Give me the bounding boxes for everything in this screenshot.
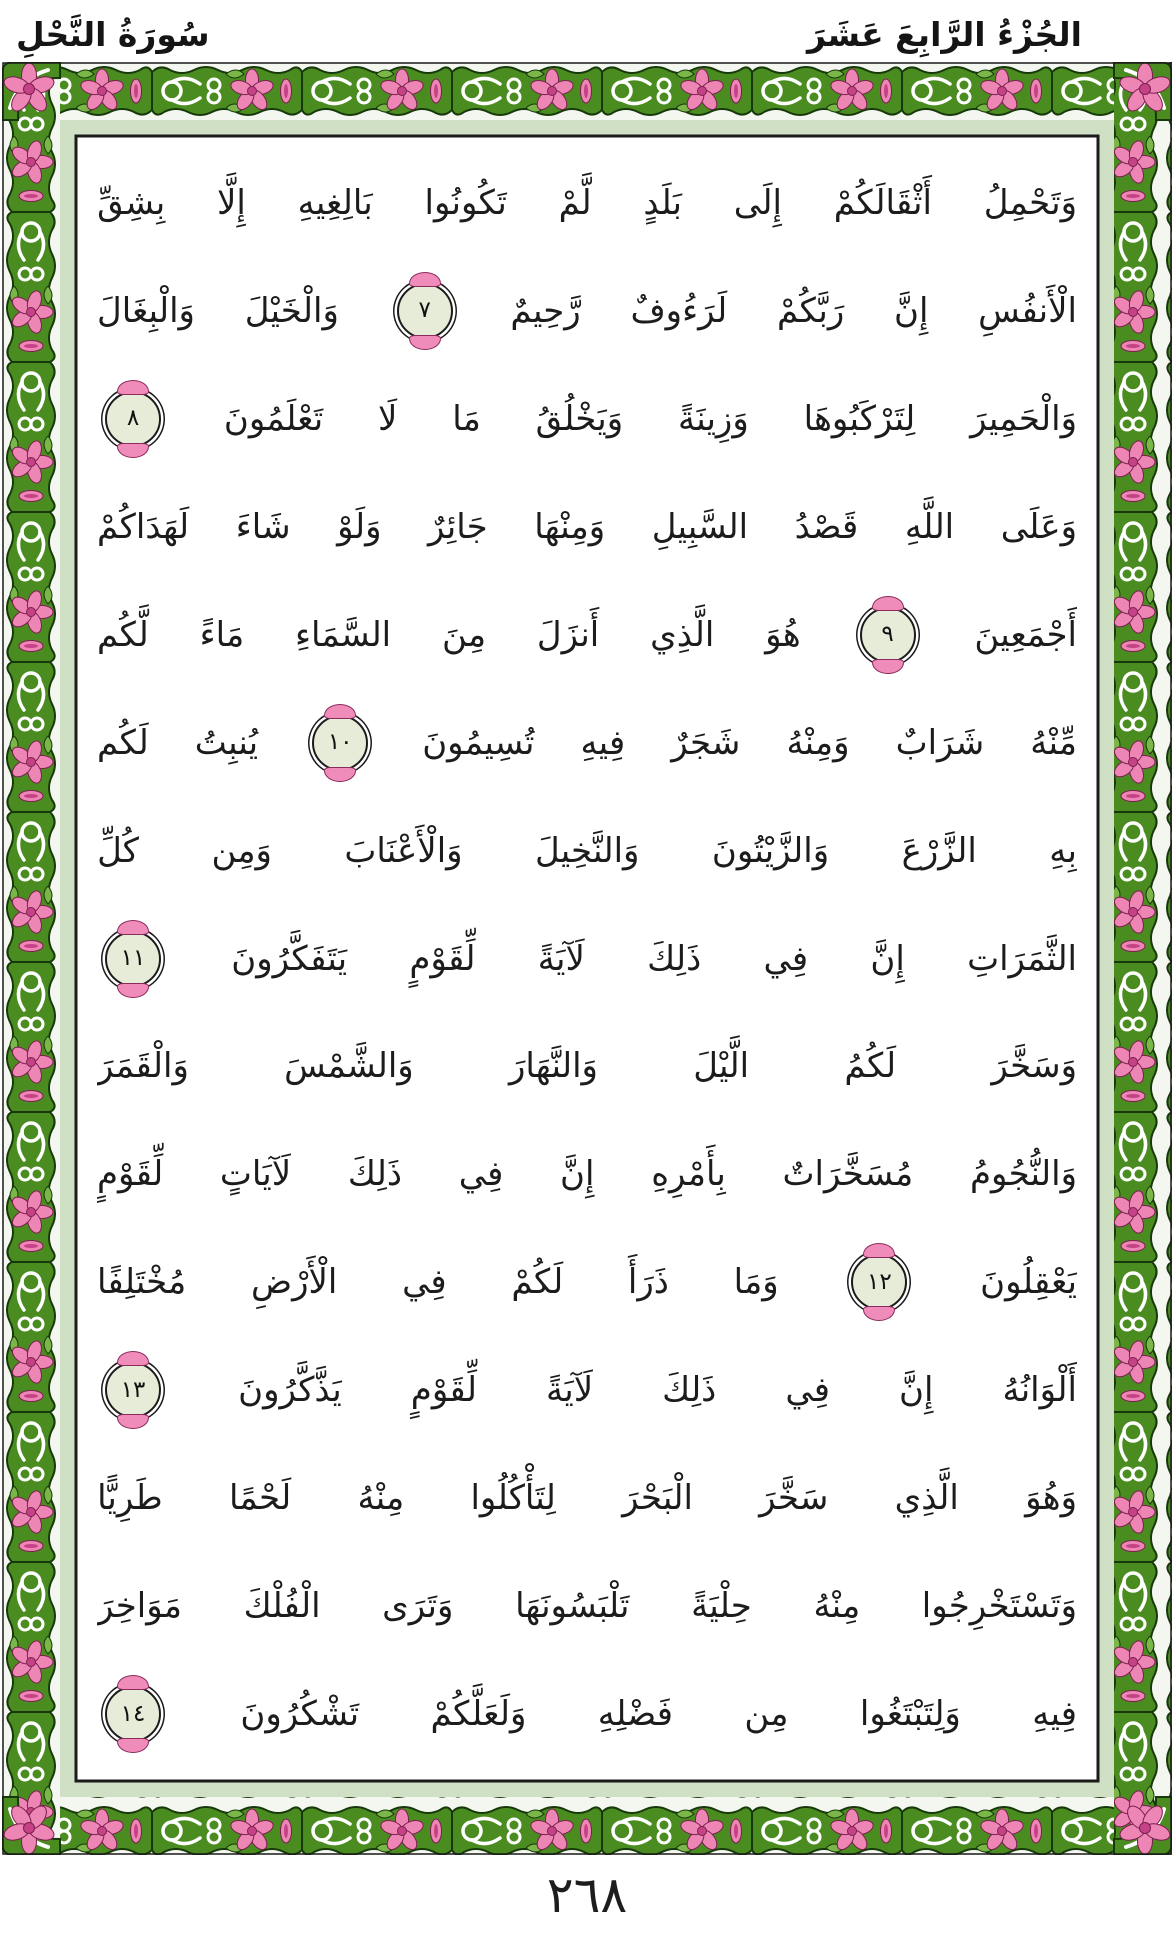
quran-word: لَآيَةً [546,1370,594,1411]
quran-word: وَلَعَلَّكُمْ [430,1694,527,1735]
quran-line-14 [97,1552,1077,1660]
quran-line-9 [97,1013,1077,1121]
quran-word: وَالْخَيْلَ [244,290,339,331]
quran-word: يُنبِتُ [194,722,259,763]
verse-number-medallion [397,283,453,339]
decorative-frame [2,62,1172,1855]
quran-word: شَرَابٌ [895,722,985,763]
quran-word: بِأَمْرِهِ [651,1154,726,1195]
quran-word: أَنزَلَ [536,614,600,655]
quran-word: لَّكُم [97,614,149,655]
quran-word: لَّمْ [558,182,592,223]
quran-word: إِلَى [733,182,782,223]
quran-word: مَاءً [199,614,245,655]
quran-word: فِي [402,1262,447,1303]
quran-word: تَلْبَسُونَهَا [515,1586,630,1627]
quran-word: وَمِنْهَا [534,506,606,547]
surah-title: سُورَةُ النَّحْلِ [16,14,210,54]
quran-word: لِتَأْكُلُوا [470,1478,556,1519]
quran-word: وَالْبِغَالَ [97,290,195,331]
quran-word: وَيَخْلُقُ [535,398,624,439]
quran-word: هُوَ [765,614,801,655]
quran-line-1 [97,149,1077,257]
quran-word: أَجْمَعِينَ [974,614,1077,655]
quran-word: شَاءَ [235,506,291,547]
quran-word: لَآيَةً [537,938,585,979]
quran-word: فِيهِ [1032,1694,1077,1735]
quran-word: تُسِيمُونَ [422,722,535,763]
quran-word: وَمِن [211,830,272,871]
quran-word: الثَّمَرَاتِ [967,938,1077,979]
quran-word: وَعَلَى [1000,506,1077,547]
quran-line-12 [97,1336,1077,1444]
quran-word: وَتَحْمِلُ [983,182,1077,223]
quran-word: فِي [458,1154,504,1195]
quran-word: تَشْكُرُونَ [240,1694,360,1735]
quran-word: مُسَخَّرَاتٌ [782,1154,914,1195]
juz-title: الجُزْءُ الرَّابِعَ عَشَرَ [807,14,1082,54]
quran-word: شَجَرٌ [671,722,741,763]
quran-line-6 [97,689,1077,797]
quran-word: مِّنْهُ [1030,722,1077,763]
verse-number-medallion [105,1686,161,1742]
verse-number-medallion [105,391,161,447]
quran-line-7 [97,797,1077,905]
quran-word: رَبَّكُمْ [776,290,845,331]
quran-word: لِّقَوْمٍ [409,938,476,979]
quran-word: لِّقَوْمٍ [97,1154,164,1195]
verse-number: ١٣ [120,1376,146,1403]
quran-word: وَمِنْهُ [786,722,850,763]
verse-number-medallion [105,1362,161,1418]
quran-word: بِهِ [1049,830,1077,871]
quran-word: الَّذِي [650,614,715,655]
quran-word: رَّحِيمٌ [510,290,581,331]
quran-word: قَصْدُ [794,506,859,547]
quran-word: يَتَفَكَّرُونَ [231,938,348,979]
quran-word: وَلَوْ [337,506,382,547]
quran-word: لَكُم [97,722,149,763]
quran-text-area [79,139,1095,1778]
quran-word: جَائِرٌ [428,506,488,547]
quran-word: بَالِغِيهِ [297,182,373,223]
quran-word: اللَّهِ [904,506,955,547]
quran-word: بَلَدٍ [643,182,682,223]
quran-word: إِنَّ [899,1370,934,1411]
quran-word: لَكُمْ [511,1262,564,1303]
verse-number-medallion [312,715,368,771]
quran-word: وَالزَّيْتُونَ [711,830,830,871]
quran-word: تَكُونُوا [424,182,507,223]
quran-line-4 [97,473,1077,581]
quran-word: الْبَحْرَ [622,1478,693,1519]
quran-word: حِلْيَةً [691,1586,752,1627]
quran-line-5 [97,581,1077,689]
quran-word: يَذَّكَّرُونَ [238,1370,342,1411]
quran-word: فِي [763,938,809,979]
page-footer [0,1855,1174,1935]
quran-word: إِنَّ [560,1154,595,1195]
verse-number: ٨ [126,405,140,432]
quran-word: وَزِينَةً [677,398,749,439]
quran-line-2 [97,257,1077,365]
quran-word: الَّيْلَ [693,1046,750,1087]
quran-line-3 [97,365,1077,473]
quran-word: السَّمَاءِ [294,614,392,655]
quran-word: وَتَسْتَخْرِجُوا [921,1586,1077,1627]
quran-word: فَضْلِهِ [597,1694,673,1735]
quran-word: مِن [744,1694,789,1735]
quran-word: أَلْوَانُهُ [1002,1370,1077,1411]
quran-word: الَّذِي [894,1478,959,1519]
quran-word: مِنْهُ [357,1478,405,1519]
quran-word: وَالنَّخِيلَ [535,830,640,871]
quran-word: فِي [785,1370,830,1411]
page-header [0,0,1174,62]
quran-word: لَحْمًا [228,1478,292,1519]
quran-line-10 [97,1120,1077,1228]
verse-number: ١٠ [327,729,353,756]
quran-word: أَثْقَالَكُمْ [833,182,932,223]
quran-word: وَهُوَ [1025,1478,1077,1519]
quran-word: وَمَا [733,1262,779,1303]
quran-word: إِلَّا [217,182,246,223]
quran-word: وَسَخَّرَ [991,1046,1077,1087]
quran-word: الْأَنفُسِ [978,290,1077,331]
page-number: ٢٦٨ [546,1866,628,1924]
verse-number: ٧ [418,297,431,324]
quran-word: ذَلِكَ [347,1154,403,1195]
quran-line-13 [97,1444,1077,1552]
quran-word: الْفُلْكَ [243,1586,321,1627]
quran-word: ذَلِكَ [662,1370,717,1411]
quran-word: تَعْلَمُونَ [223,398,324,439]
quran-word: لِتَرْكَبُوهَا [803,398,916,439]
quran-word: بِشِقِّ [97,182,166,223]
quran-line-11 [97,1228,1077,1336]
quran-word: فِيهِ [580,722,626,763]
verse-number: ١٤ [120,1700,146,1727]
quran-word: وَالنَّهَارَ [509,1046,598,1087]
quran-word: وَالْأَعْنَابَ [344,830,463,871]
quran-word: لَكُمُ [844,1046,897,1087]
quran-word: يَعْقِلُونَ [980,1262,1077,1303]
quran-word: مَا [452,398,481,439]
quran-word: مِنَ [441,614,487,655]
quran-word: لَا [378,398,398,439]
quran-word: الزَّرْعَ [901,830,977,871]
verse-number: ١١ [120,945,146,972]
quran-word: لَآيَاتٍ [219,1154,292,1195]
quran-word: طَرِيًّا [97,1478,163,1519]
quran-word: وَالْحَمِيرَ [970,398,1077,439]
quran-line-8 [97,905,1077,1013]
quran-word: السَّبِيلِ [651,506,749,547]
verse-number-medallion [851,1254,907,1310]
quran-word: ذَرَأَ [627,1262,669,1303]
quran-word: لَهَدَاكُمْ [97,506,190,547]
verse-number-medallion [105,931,161,987]
quran-word: وَلِتَبْتَغُوا [859,1694,961,1735]
quran-word: ذَلِكَ [647,938,702,979]
quran-word: إِنَّ [870,938,905,979]
quran-word: كُلِّ [97,830,139,871]
verse-number-medallion [860,607,916,663]
quran-word: مِنْهُ [813,1586,861,1627]
quran-word: الْأَرْضِ [250,1262,338,1303]
quran-word: لِّقَوْمٍ [410,1370,477,1411]
quran-word: لَرَءُوفٌ [630,290,728,331]
verse-number: ٩ [881,621,894,648]
quran-word: مُخْتَلِفًا [97,1262,187,1303]
quran-word: وَالنُّجُومُ [969,1154,1077,1195]
quran-word: مَوَاخِرَ [97,1586,182,1627]
quran-word: وَالشَّمْسَ [284,1046,414,1087]
quran-word: وَتَرَى [382,1586,454,1627]
quran-word: إِنَّ [893,290,929,331]
verse-number: ١٢ [867,1268,892,1295]
quran-word: وَالْقَمَرَ [97,1046,189,1087]
quran-line-15 [97,1660,1077,1768]
quran-word: سَخَّرَ [759,1478,829,1519]
